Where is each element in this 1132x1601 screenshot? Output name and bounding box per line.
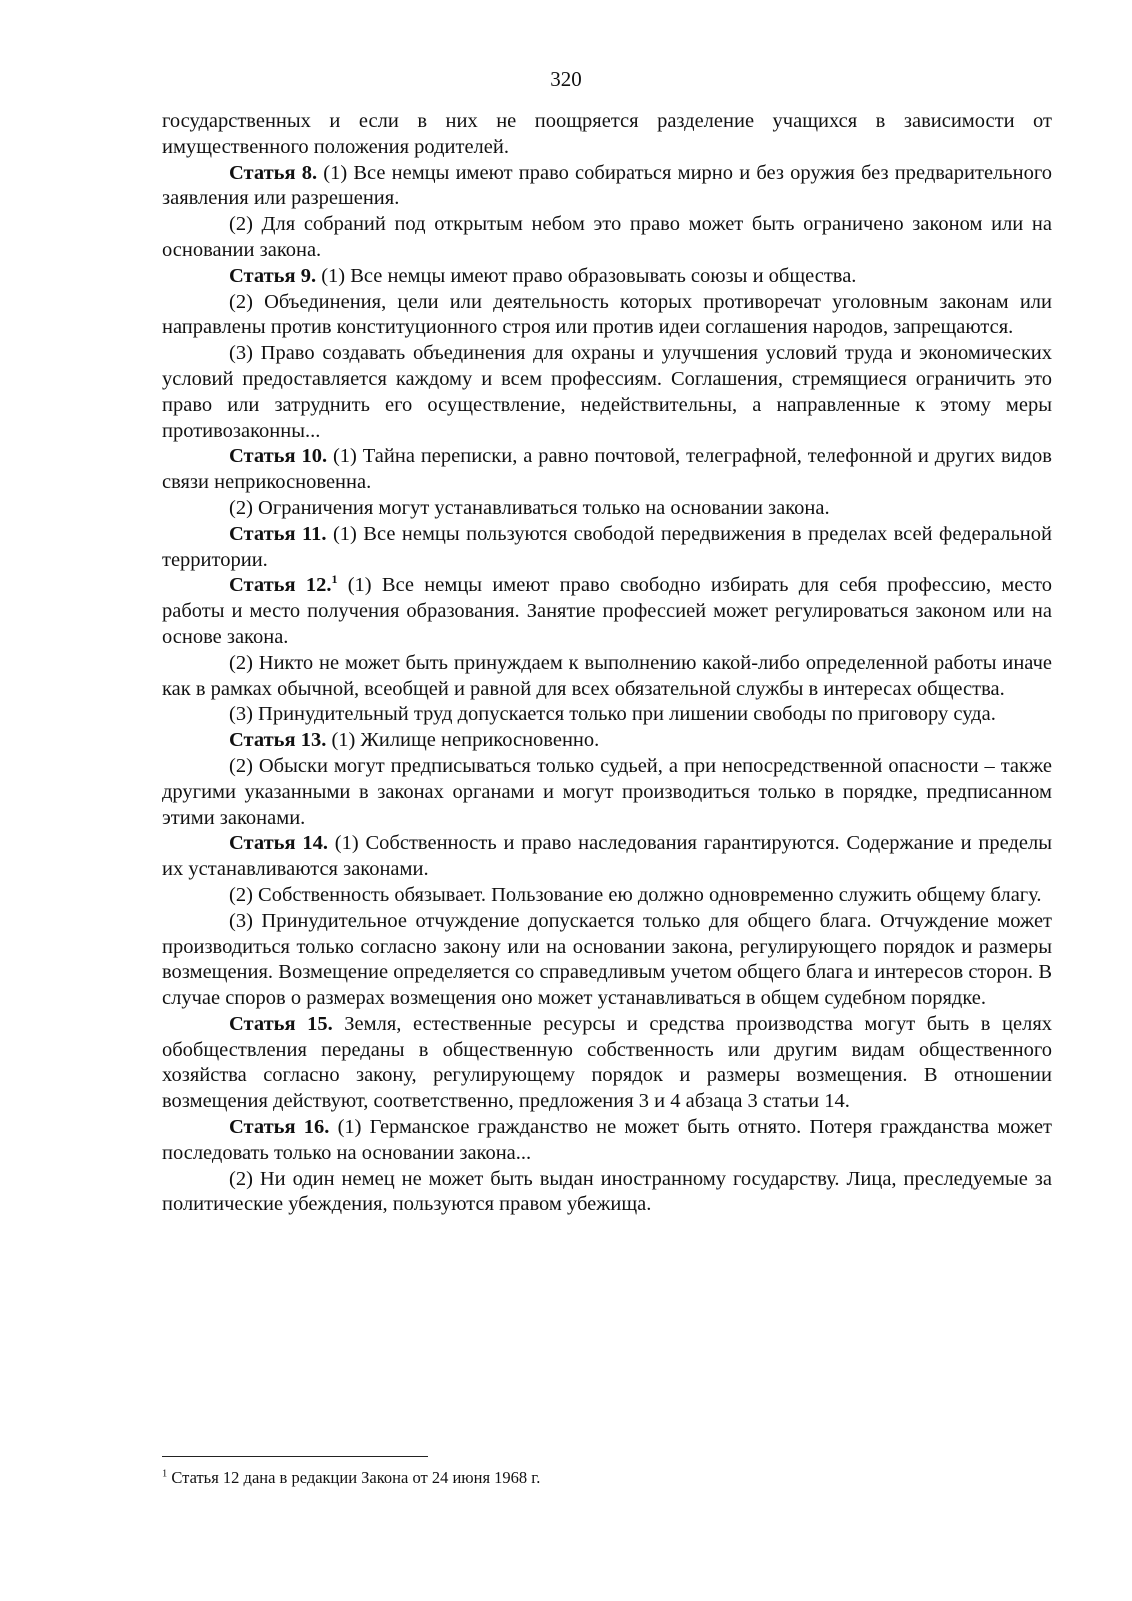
page-number: 320 xyxy=(550,67,582,91)
text-paragraph xyxy=(162,341,1052,444)
paragraph-text: (1) Тайна переписки, а равно почтовой, телеграфной, телефонной и других видов связи неприкосновенна. xyxy=(162,445,1052,494)
paragraph-text: (1) Жилище неприкосновенно. xyxy=(326,729,600,752)
paragraph-text: (2) Ограничения могут устанавливаться только на основании закона. xyxy=(229,496,830,519)
paragraph-text: (1) Все немцы пользуются свободой передвижения в пределах всей федеральной территории. xyxy=(162,522,1052,571)
paragraph-text: (1) Все немцы имеют право свободно избирать для себя профессию, место работы и место получения образования. Занятие профессией может регулироваться законом или на основе закона. xyxy=(162,574,1053,648)
footnote-separator xyxy=(162,1456,428,1457)
paragraph-text: государственных и если в них не поощряется разделение учащихся в зависимости от имущественного положения родителей. xyxy=(162,110,1052,158)
article-heading: Статья 12. xyxy=(229,574,332,597)
article-heading: Статья 8. xyxy=(229,161,318,184)
article-paragraph xyxy=(162,573,1052,650)
paragraph-text: (1) Германское гражданство не может быть отнято. Потеря гражданства может последовать только на основании закона... xyxy=(162,1116,1053,1164)
text-paragraph xyxy=(162,212,1052,264)
text-paragraph xyxy=(162,909,1052,1012)
paragraph-text: (2) Никто не может быть принуждаем к выполнению какой-либо определенной работы иначе как в рамках обычной, всеобщей и равной для всех обязательной службы в интересах общества. xyxy=(162,651,1052,700)
footnote xyxy=(162,1468,1052,1488)
document-body xyxy=(162,109,1052,1218)
paragraph-text: (1) Все немцы имеют право собираться мирно и без оружия без предварительного заявления или разрешения. xyxy=(162,161,1052,210)
article-paragraph xyxy=(162,264,1052,290)
article-paragraph xyxy=(162,522,1052,574)
paragraph-text: (3) Право создавать объединения для охраны и улучшения условий труда и экономических условий предоставляется каждому и всем профессиям. Соглашения, стремящиеся ограничить это право или затруднить его осуществление, недействительны, а направленные к этому меры противозаконны... xyxy=(162,342,1052,442)
text-paragraph xyxy=(162,883,1052,909)
article-heading: Статья 13. xyxy=(229,729,327,752)
article-paragraph xyxy=(162,444,1052,496)
article-paragraph xyxy=(162,1012,1052,1115)
article-heading: Статья 10. xyxy=(229,445,328,468)
paragraph-text: Земля, естественные ресурсы и средства производства могут быть в целях обобществления переданы в общественную собственность или другим видам общественного хозяйства согласно закону, регулирующему порядок и размеры возмещения. В отношении возмещения действуют, соответственно, предложения 3 и 4 абзаца 3 статьи 14. xyxy=(162,1012,1052,1113)
paragraph-text: (2) Собственность обязывает. Пользование ею должно одновременно служить общему благу. xyxy=(229,883,1042,906)
article-heading: Статья 9. xyxy=(229,264,317,287)
article-heading: Статья 11. xyxy=(229,522,327,545)
article-paragraph xyxy=(162,831,1052,883)
paragraph-text: (1) Собственность и право наследования гарантируются. Содержание и пределы их устанавливаются законами. xyxy=(162,832,1052,881)
paragraph-text: (2) Для собраний под открытым небом это право может быть ограничено законом или на основании закона. xyxy=(162,213,1052,261)
text-paragraph xyxy=(162,702,1052,728)
paragraph-text: (2) Ни один немец не может быть выдан иностранному государству. Лица, преследуемые за политические убеждения, пользуются правом убежища. xyxy=(162,1167,1052,1216)
paragraph-text: (3) Принудительный труд допускается только при лишении свободы по приговору суда. xyxy=(229,703,996,726)
footnote-reference: 1 xyxy=(331,572,338,587)
text-paragraph xyxy=(162,109,1052,161)
footnote-marker: 1 xyxy=(162,1468,168,1480)
text-paragraph xyxy=(162,754,1052,831)
paragraph-text: (3) Принудительное отчуждение допускается только для общего блага. Отчуждение может производиться только согласно закону или на основании закона, регулирующего порядок и размеры возмещения. Возмещение определяется со справедливым учетом общего блага и интересов сторон. В случае споров о размерах возмещения оно может устанавливаться в общем судебном порядке. xyxy=(162,909,1052,1010)
text-paragraph xyxy=(162,1167,1052,1219)
paragraph-text: (1) Все немцы имеют право образовывать союзы и общества. xyxy=(316,264,857,287)
article-paragraph xyxy=(162,728,1052,754)
article-heading: Статья 16. xyxy=(229,1116,330,1139)
text-paragraph xyxy=(162,651,1052,703)
article-heading: Статья 15. xyxy=(229,1012,333,1035)
paragraph-text: (2) Объединения, цели или деятельность которых противоречат уголовным законам или направлены против конституционного строя или против идеи соглашения народов, запрещаются. xyxy=(162,290,1052,339)
paragraph-text: (2) Обыски могут предписываться только судьей, а при непосредственной опасности – также другими указанными в законах органами и могут производиться только в порядке, предписанном этими законами. xyxy=(162,754,1052,829)
article-paragraph xyxy=(162,161,1052,213)
article-paragraph xyxy=(162,1115,1052,1167)
text-paragraph xyxy=(162,290,1052,342)
footnote-text: Статья 12 дана в редакции Закона от 24 июня 1968 г. xyxy=(167,1468,541,1487)
text-paragraph xyxy=(162,496,1052,522)
article-heading: Статья 14. xyxy=(229,832,328,855)
